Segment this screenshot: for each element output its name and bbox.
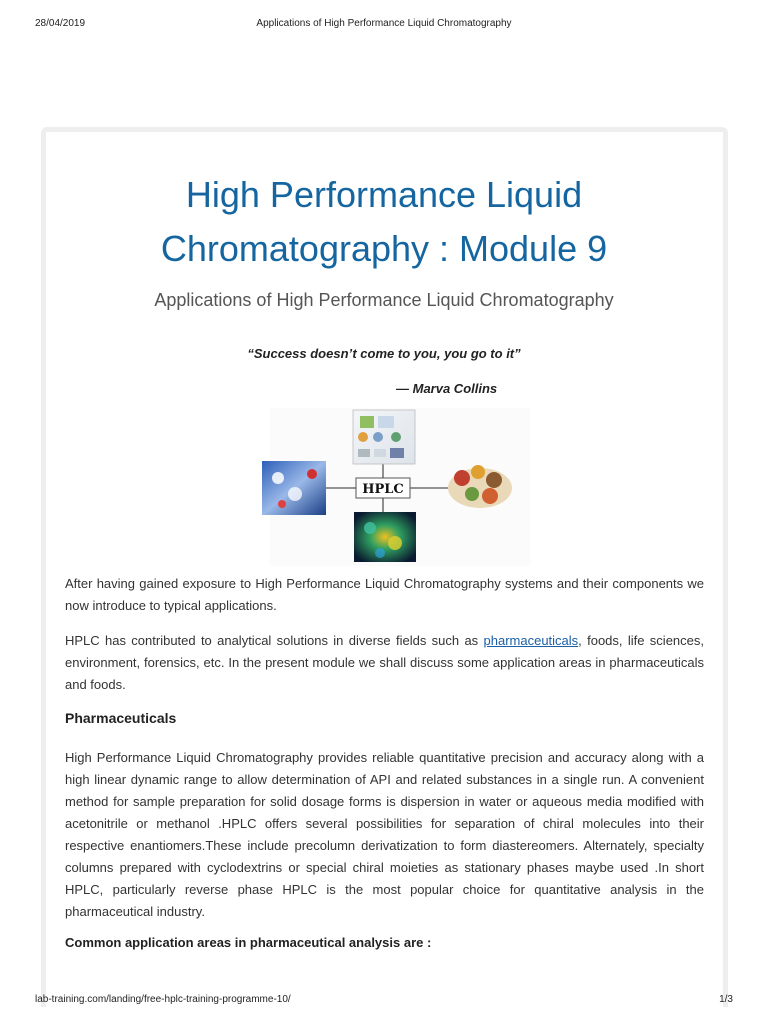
- page-number: 1/3: [719, 994, 733, 1005]
- hplc-label-box: [356, 478, 410, 498]
- pharmaceuticals-link[interactable]: pharmaceuticals: [483, 633, 579, 648]
- fields-paragraph: [65, 630, 704, 696]
- print-url: lab-training.com/landing/free-hplc-training-programme-10/: [35, 994, 291, 1005]
- hplc-center-label: HPLC: [362, 482, 404, 497]
- hplc-applications-figure: [250, 408, 530, 566]
- applications-subheading: Common application areas in pharmaceutical analysis are :: [65, 935, 432, 950]
- forensics-image: [354, 512, 416, 562]
- life-sciences-image: [353, 410, 415, 464]
- print-header: [0, 18, 768, 32]
- pharma-paragraph: High Performance Liquid Chromatography provides reliable quantitative precision and accuracy along with a high linear dynamic range to allow determination of API and related substances in a single run. A convenient method for sample preparation for solid dosage forms is dispersion in water or aqueous media modified with acetonitrile or methanol .HPLC offers several possibilities for separation of chiral molecules into their respective enantiomers.These include precolumn derivatization to form diastereomers. Alternately, specialty columns prepared with cyclodextrins or special chiral moieties as stationary phases maybe used .In short HPLC, particularly reverse phase HPLC is the most popular choice for quantitative analysis in the pharmaceutical industry.: [65, 750, 704, 919]
- title-line-1: High Performance Liquid: [185, 174, 583, 215]
- fields-text-before: HPLC has contributed to analytical solutions in diverse fields such as: [65, 633, 484, 648]
- page-subtitle: Applications of High Performance Liquid Chromatography: [154, 290, 614, 310]
- print-title: Applications of High Performance Liquid Chromatography: [256, 18, 512, 29]
- title-line-2: Chromatography : Module 9: [160, 228, 608, 269]
- print-date: 28/04/2019: [35, 18, 86, 29]
- fields-text-after: , foods, life sciences, environment, forensics, etc. In the present module we shall discuss some application areas in pharmaceuticals and foods.: [65, 633, 704, 692]
- intro-paragraph: After having gained exposure to High Performance Liquid Chromatography systems and their components we now introduce to typical applications.: [65, 576, 704, 613]
- quote-text: “Success doesn’t come to you, you go to it”: [247, 346, 521, 361]
- quote-author: — Marva Collins: [396, 381, 498, 396]
- pharmaceuticals-image: [262, 461, 326, 515]
- print-footer: [0, 994, 768, 1008]
- section-heading: Pharmaceuticals: [65, 710, 177, 726]
- page-title: [0, 168, 768, 276]
